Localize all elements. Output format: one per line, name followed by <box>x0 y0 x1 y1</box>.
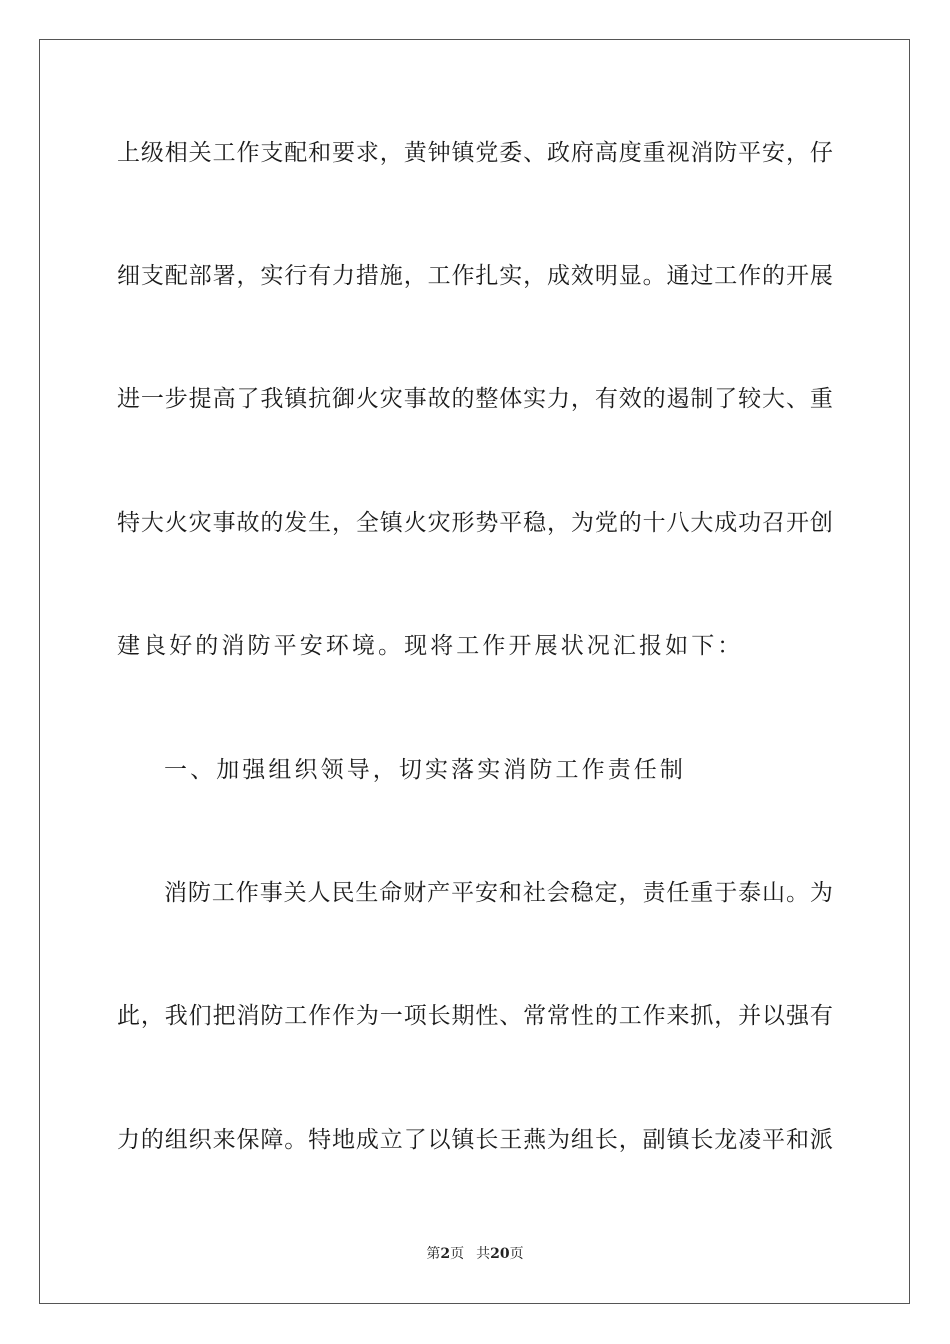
body-line-7-text: 消 防 工 作 事 关 人 民 生 命 财 产 平 安 和 社 会 稳 定 ， 责 任 重 于 泰 山 。 为 <box>164 880 833 906</box>
page-suffix: 页 <box>450 1246 465 1262</box>
body-line-2: 细 支 配 部 署 ， 实 行 有 力 措 施 ， 工 作 扎 实 ， 成 效 明 显 。 通 过 工 作 的 开 展 <box>117 263 833 289</box>
total-suffix: 页 <box>509 1246 524 1262</box>
page-prefix: 第 <box>426 1246 441 1262</box>
total-prefix: 共 <box>476 1246 491 1262</box>
body-line-5: 建良好的消防平安环境。现将工作开展状况汇报如下： <box>117 633 744 659</box>
page-number: 2 <box>440 1246 451 1262</box>
body-line-8: 此 ， 我 们 把 消 防 工 作 作 为 一 项 长 期 性 、 常 常 性 的 工 作 来 抓 ， 并 以 强 有 <box>117 1003 833 1029</box>
body-line-7 <box>164 878 833 908</box>
body-line-3: 进 一 步 提 高 了 我 镇 抗 御 火 灾 事 故 的 整 体 实 力 ， 有 效 的 遏 制 了 较 大 、 重 <box>117 386 833 412</box>
total-number: 20 <box>490 1246 510 1262</box>
page-border <box>39 39 910 1304</box>
section-heading-1: 一、加强组织领导，切实落实消防工作责任制 <box>164 757 686 783</box>
body-line-9: 力 的 组 织 来 保 障 。 特 地 成 立 了 以 镇 长 王 燕 为 组 长 ， 副 镇 长 龙 凌 平 和 派 <box>117 1127 833 1153</box>
page-footer <box>0 1244 950 1264</box>
body-line-1: 上 级 相 关 工 作 支 配 和 要 求 ， 黄 钟 镇 党 委 、 政 府 高 度 重 视 消 防 平 安 ， 仔 <box>117 140 833 166</box>
body-line-4: 特 大 火 灾 事 故 的 发 生 ， 全 镇 火 灾 形 势 平 稳 ， 为 党 的 十 八 大 成 功 召 开 创 <box>117 510 833 536</box>
